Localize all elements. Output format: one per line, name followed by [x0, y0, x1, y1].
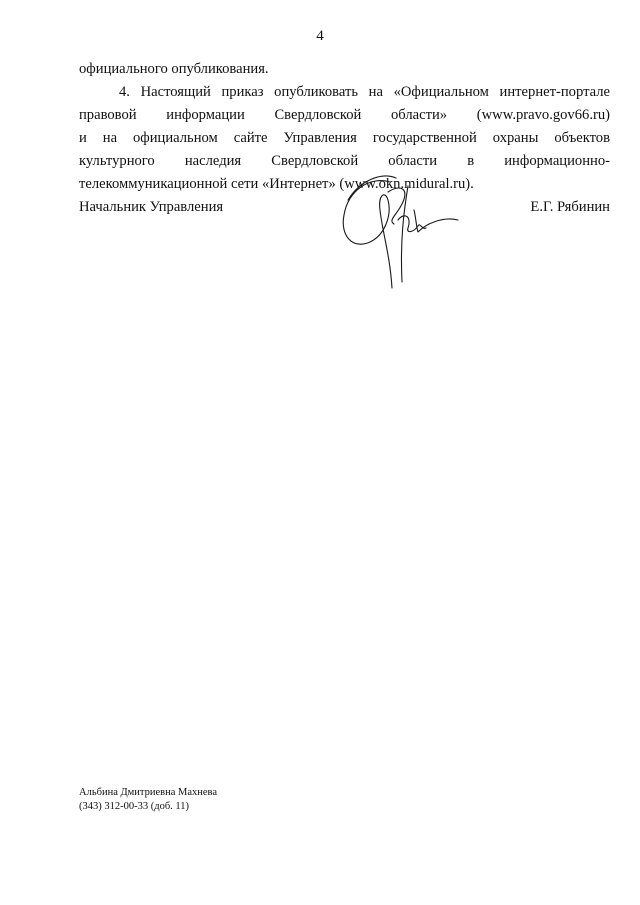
handwritten-signature: [330, 170, 465, 295]
signatory-title: Начальник Управления: [79, 199, 224, 215]
paragraph-line: культурного наследия Свердловской области в информационно-: [79, 153, 610, 169]
paragraph-line: телекоммуникационной сети «Интернет» (www.okn.midural.ru).: [79, 176, 474, 192]
page-number: 4: [316, 28, 324, 44]
paragraph-line: и на официальном сайте Управления государственной охраны объектов: [79, 130, 610, 146]
paragraph-line: правовой информации Свердловской области» (www.pravo.gov66.ru): [79, 107, 610, 123]
signatory-name: Е.Г. Рябинин: [530, 199, 610, 215]
paragraph-line: 4. Настоящий приказ опубликовать на «Официальном интернет-портале: [119, 84, 610, 100]
contact-name: Альбина Дмитриевна Махнева: [79, 787, 218, 798]
contact-phone: (343) 312-00-33 (доб. 11): [79, 801, 190, 812]
paragraph-line: официального опубликования.: [79, 61, 269, 77]
contact-info: [79, 786, 217, 814]
